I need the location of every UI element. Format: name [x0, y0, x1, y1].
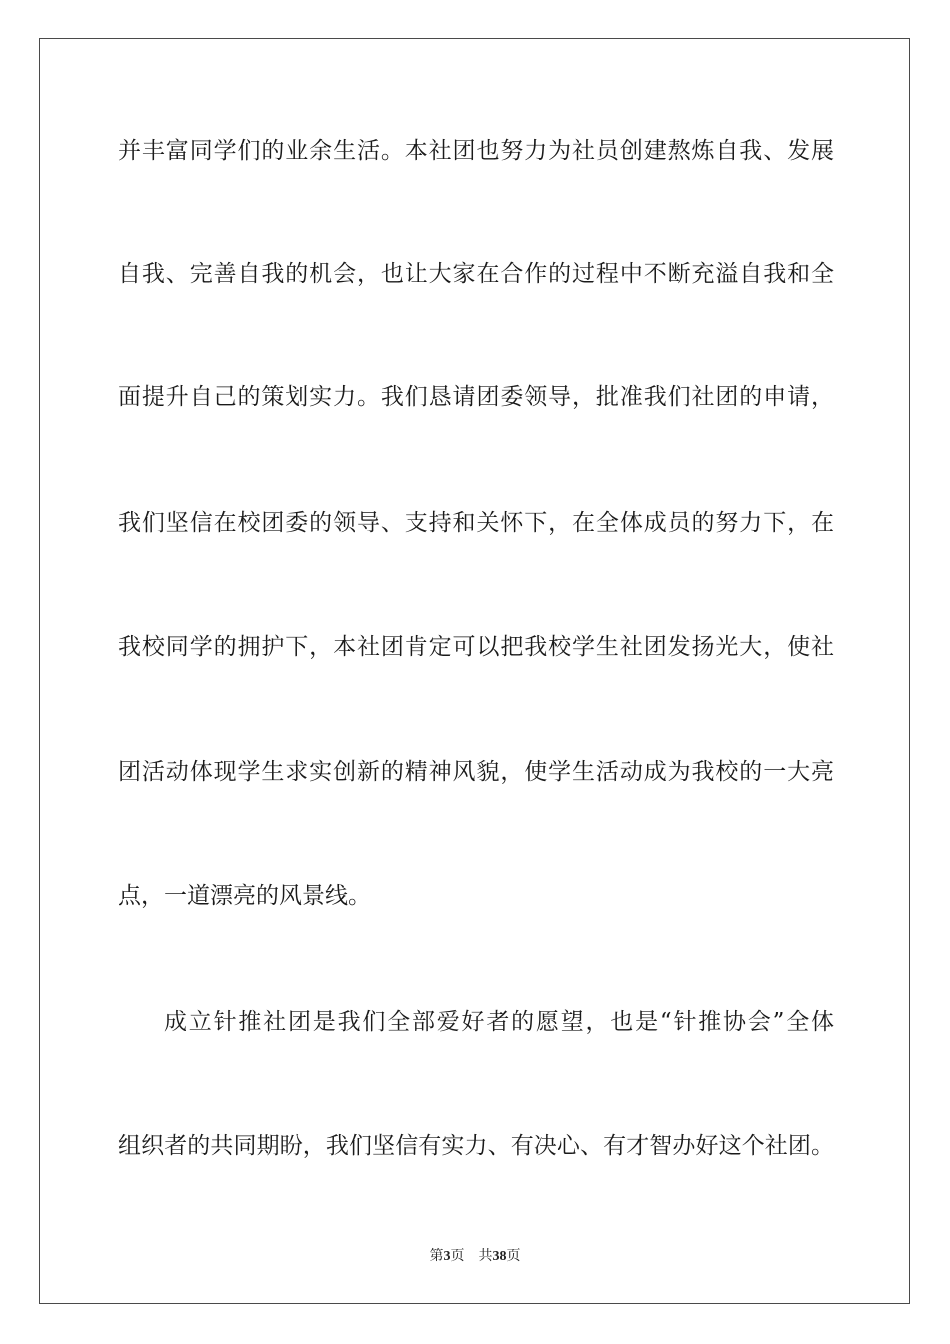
footer-page-prefix: 第 [429, 1248, 444, 1264]
body-line-5: 我校同学的拥护下，本社团肯定可以把我校学生社团发扬光大，使社 [118, 634, 834, 660]
footer-page-number: 3 [443, 1249, 451, 1264]
body-line-6: 团活动体现学生求实创新的精神风貌，使学生活动成为我校的一大亮 [118, 759, 834, 785]
body-line-4: 我们坚信在校团委的领导、支持和关怀下，在全体成员的努力下，在 [118, 510, 834, 536]
body-line-7: 点，一道漂亮的风景线。 [118, 883, 371, 909]
page-frame [39, 38, 910, 1304]
body-line-2: 自我、完善自我的机会，也让大家在合作的过程中不断充溢自我和全 [118, 261, 834, 287]
body-line-1: 并丰富同学们的业余生活。本社团也努力为社员创建熬炼自我、发展 [118, 138, 834, 164]
body-line-3: 面提升自己的策划实力。我们恳请团委领导，批准我们社团的申请， [118, 384, 834, 410]
body-line-9: 组织者的共同期盼，我们坚信有实力、有决心、有才智办好这个社团。 [118, 1133, 834, 1159]
footer-page-suffix: 页 [450, 1248, 465, 1264]
page-footer [0, 1246, 950, 1267]
footer-total-pages: 38 [492, 1249, 507, 1264]
footer-total-prefix: 共 [478, 1248, 493, 1264]
footer-total-suffix: 页 [506, 1248, 521, 1264]
body-line-8: 成立针推社团是我们全部爱好者的愿望，也是“针推协会”全体 [164, 1009, 834, 1035]
